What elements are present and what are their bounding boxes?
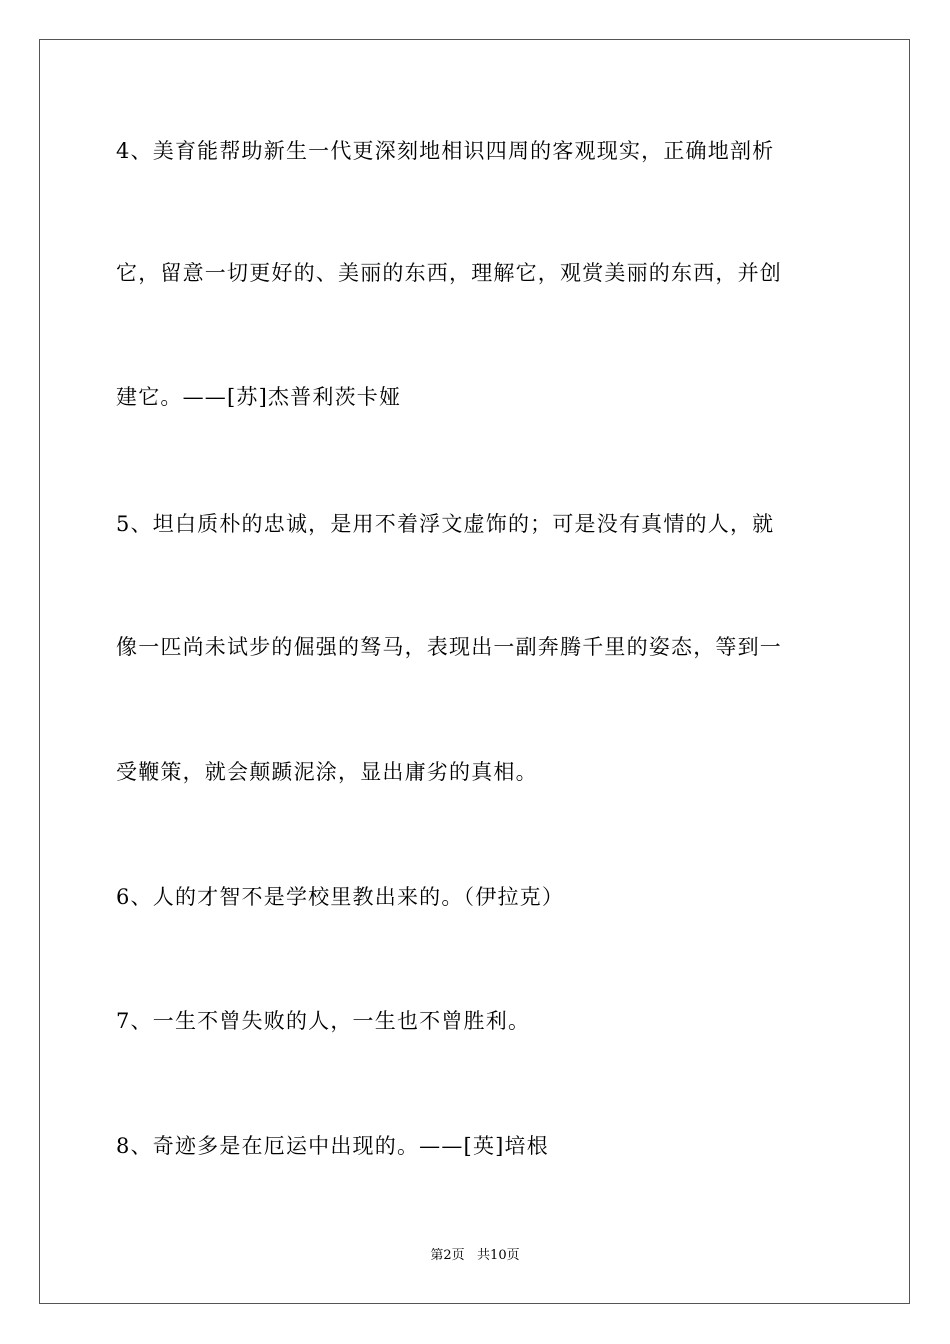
page-number-footer: 第2页 共10页	[430, 1248, 520, 1263]
quote-8: 8、奇迹多是在厄运中出现的。——[英]培根	[116, 1134, 549, 1158]
quote-4-line-2: 它，留意一切更好的、美丽的东西，理解它，观赏美丽的东西，并创	[116, 261, 782, 285]
quote-4-line-3: 建它。——[苏]杰普利茨卡娅	[116, 385, 402, 409]
quote-7: 7、一生不曾失败的人，一生也不曾胜利。	[116, 1009, 531, 1033]
quote-5-line-2: 像一匹尚未试步的倔强的驽马，表现出一副奔腾千里的姿态，等到一	[116, 635, 782, 659]
quote-5-line-3: 受鞭策，就会颠踬泥涂，显出庸劣的真相。	[116, 760, 538, 784]
quote-4-line-1: 4、美育能帮助新生一代更深刻地相识四周的客观现实，正确地剖析	[116, 139, 775, 163]
quote-5-line-1: 5、坦白质朴的忠诚，是用不着浮文虚饰的；可是没有真情的人，就	[116, 512, 775, 536]
page-border	[39, 39, 910, 1304]
quote-6: 6、人的才智不是学校里教出来的。（伊拉克）	[116, 885, 565, 909]
